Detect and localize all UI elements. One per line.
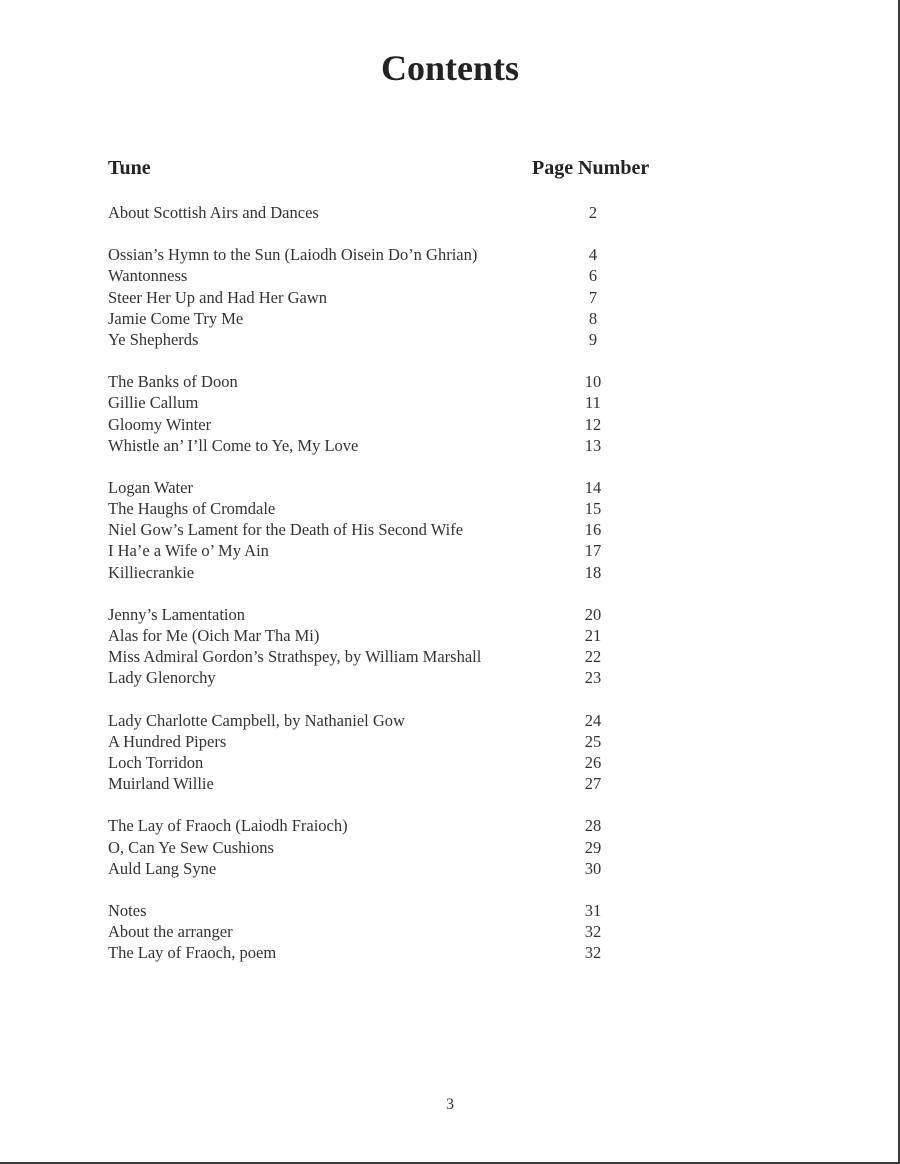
toc-entry	[108, 667, 668, 688]
toc-entry-title: Ye Shepherds	[108, 329, 199, 349]
toc-entry-page: 29	[584, 837, 602, 857]
toc-entry	[108, 858, 668, 879]
toc-entry-page: 7	[588, 287, 598, 307]
toc-group	[108, 900, 668, 964]
toc-entry-title: Gloomy Winter	[108, 414, 212, 434]
toc-entry-page: 12	[584, 414, 602, 434]
toc-entry-title: Wantonness	[108, 266, 188, 286]
toc-entry	[108, 202, 668, 223]
toc-entry-title: A Hundred Pipers	[108, 731, 227, 751]
footer-page-number: 3	[446, 1096, 454, 1113]
toc-entry-page: 11	[585, 393, 601, 413]
table-of-contents	[108, 202, 668, 984]
toc-entry-page: 27	[584, 774, 602, 794]
toc-entry-title: Logan Water	[108, 477, 193, 497]
toc-entry-page: 31	[584, 900, 602, 920]
toc-entry-title: Killiecrankie	[108, 562, 195, 582]
toc-entry-title: Niel Gow’s Lament for the Death of His Second Wife	[108, 520, 464, 540]
toc-entry	[108, 837, 668, 858]
toc-entry-title: Miss Admiral Gordon’s Strathspey, by William Marshall	[108, 647, 482, 667]
toc-entry	[108, 287, 668, 308]
toc-entry	[108, 519, 668, 540]
toc-entry-title: Lady Charlotte Campbell, by Nathaniel Gow	[108, 710, 405, 730]
toc-group	[108, 477, 668, 583]
toc-entry-title: Auld Lang Syne	[108, 858, 217, 878]
toc-entry	[108, 752, 668, 773]
toc-entry-page: 8	[588, 308, 598, 328]
toc-entry-title: Steer Her Up and Had Her Gawn	[108, 287, 328, 307]
toc-entry-title: O, Can Ye Sew Cushions	[108, 837, 274, 857]
toc-entry-title: About the arranger	[108, 922, 233, 942]
toc-entry-page: 15	[584, 499, 602, 519]
toc-entry	[108, 773, 668, 794]
toc-entry	[108, 710, 668, 731]
page-title: Contents	[380, 48, 519, 88]
toc-entry	[108, 498, 668, 519]
toc-entry	[108, 392, 668, 413]
toc-entry-title: Notes	[108, 900, 147, 920]
toc-entry	[108, 244, 668, 265]
toc-group	[108, 604, 668, 689]
toc-entry	[108, 942, 668, 963]
toc-entry-page: 18	[584, 562, 602, 582]
toc-entry-page: 6	[588, 266, 598, 286]
toc-entry-title: The Haughs of Cromdale	[108, 499, 276, 519]
toc-entry-title: About Scottish Airs and Dances	[108, 203, 319, 222]
toc-group	[108, 244, 668, 350]
toc-entry-page: 23	[584, 668, 602, 688]
toc-entry-title: Whistle an’ I’ll Come to Ye, My Love	[108, 435, 359, 455]
toc-entry	[108, 477, 668, 498]
toc-entry-title: I Ha’e a Wife o’ My Ain	[108, 541, 269, 561]
toc-entry-page: 22	[584, 647, 602, 667]
toc-entry	[108, 371, 668, 392]
toc-group	[108, 202, 668, 223]
toc-entry	[108, 540, 668, 561]
toc-entry-page: 32	[584, 922, 602, 942]
toc-group	[108, 815, 668, 879]
toc-entry-page: 17	[584, 541, 602, 561]
toc-entry	[108, 815, 668, 836]
toc-entry-page: 9	[588, 329, 598, 349]
toc-entry-title: Jenny’s Lamentation	[108, 604, 246, 624]
toc-entry-title: Ossian’s Hymn to the Sun (Laiodh Oisein Do’n Ghrian)	[108, 245, 478, 265]
toc-entry-page: 30	[584, 858, 602, 878]
toc-entry	[108, 329, 668, 350]
toc-entry-page: 10	[584, 372, 602, 392]
toc-entry	[108, 900, 668, 921]
toc-entry-page: 25	[584, 731, 602, 751]
toc-entry	[108, 265, 668, 286]
toc-entry	[108, 308, 668, 329]
toc-entry-page: 21	[584, 626, 602, 645]
toc-entry-title: Muirland Willie	[108, 774, 214, 794]
toc-entry-title: Jamie Come Try Me	[108, 308, 244, 328]
toc-entry	[108, 604, 668, 625]
toc-entry	[108, 625, 668, 646]
column-header-page-number: Page Number	[532, 157, 650, 179]
toc-entry	[108, 562, 668, 583]
toc-entry-title: Gillie Callum	[108, 393, 199, 413]
toc-group	[108, 371, 668, 456]
toc-entry	[108, 921, 668, 942]
toc-entry-page: 32	[584, 943, 602, 963]
toc-entry	[108, 731, 668, 752]
toc-entry-page: 2	[588, 203, 598, 222]
toc-entry-title: The Banks of Doon	[108, 372, 238, 392]
toc-entry	[108, 414, 668, 435]
toc-entry-title: The Lay of Fraoch (Laiodh Fraioch)	[108, 816, 348, 836]
toc-entry	[108, 646, 668, 667]
toc-entry-page: 14	[584, 477, 602, 497]
toc-entry-page: 24	[584, 710, 602, 730]
toc-group	[108, 710, 668, 795]
toc-entry	[108, 435, 668, 456]
toc-entry-title: Lady Glenorchy	[108, 668, 216, 688]
toc-entry-page: 4	[588, 245, 598, 265]
toc-entry-page: 28	[584, 816, 602, 836]
toc-entry-title: Alas for Me (Oich Mar Tha Mi)	[108, 626, 320, 645]
toc-entry-title: The Lay of Fraoch, poem	[108, 943, 277, 963]
toc-entry-page: 16	[584, 520, 602, 540]
toc-entry-page: 20	[584, 604, 602, 624]
toc-entry-page: 13	[584, 435, 602, 455]
column-header-tune: Tune	[108, 157, 151, 179]
toc-entry-title: Loch Torridon	[108, 752, 204, 772]
toc-entry-page: 26	[584, 752, 602, 772]
